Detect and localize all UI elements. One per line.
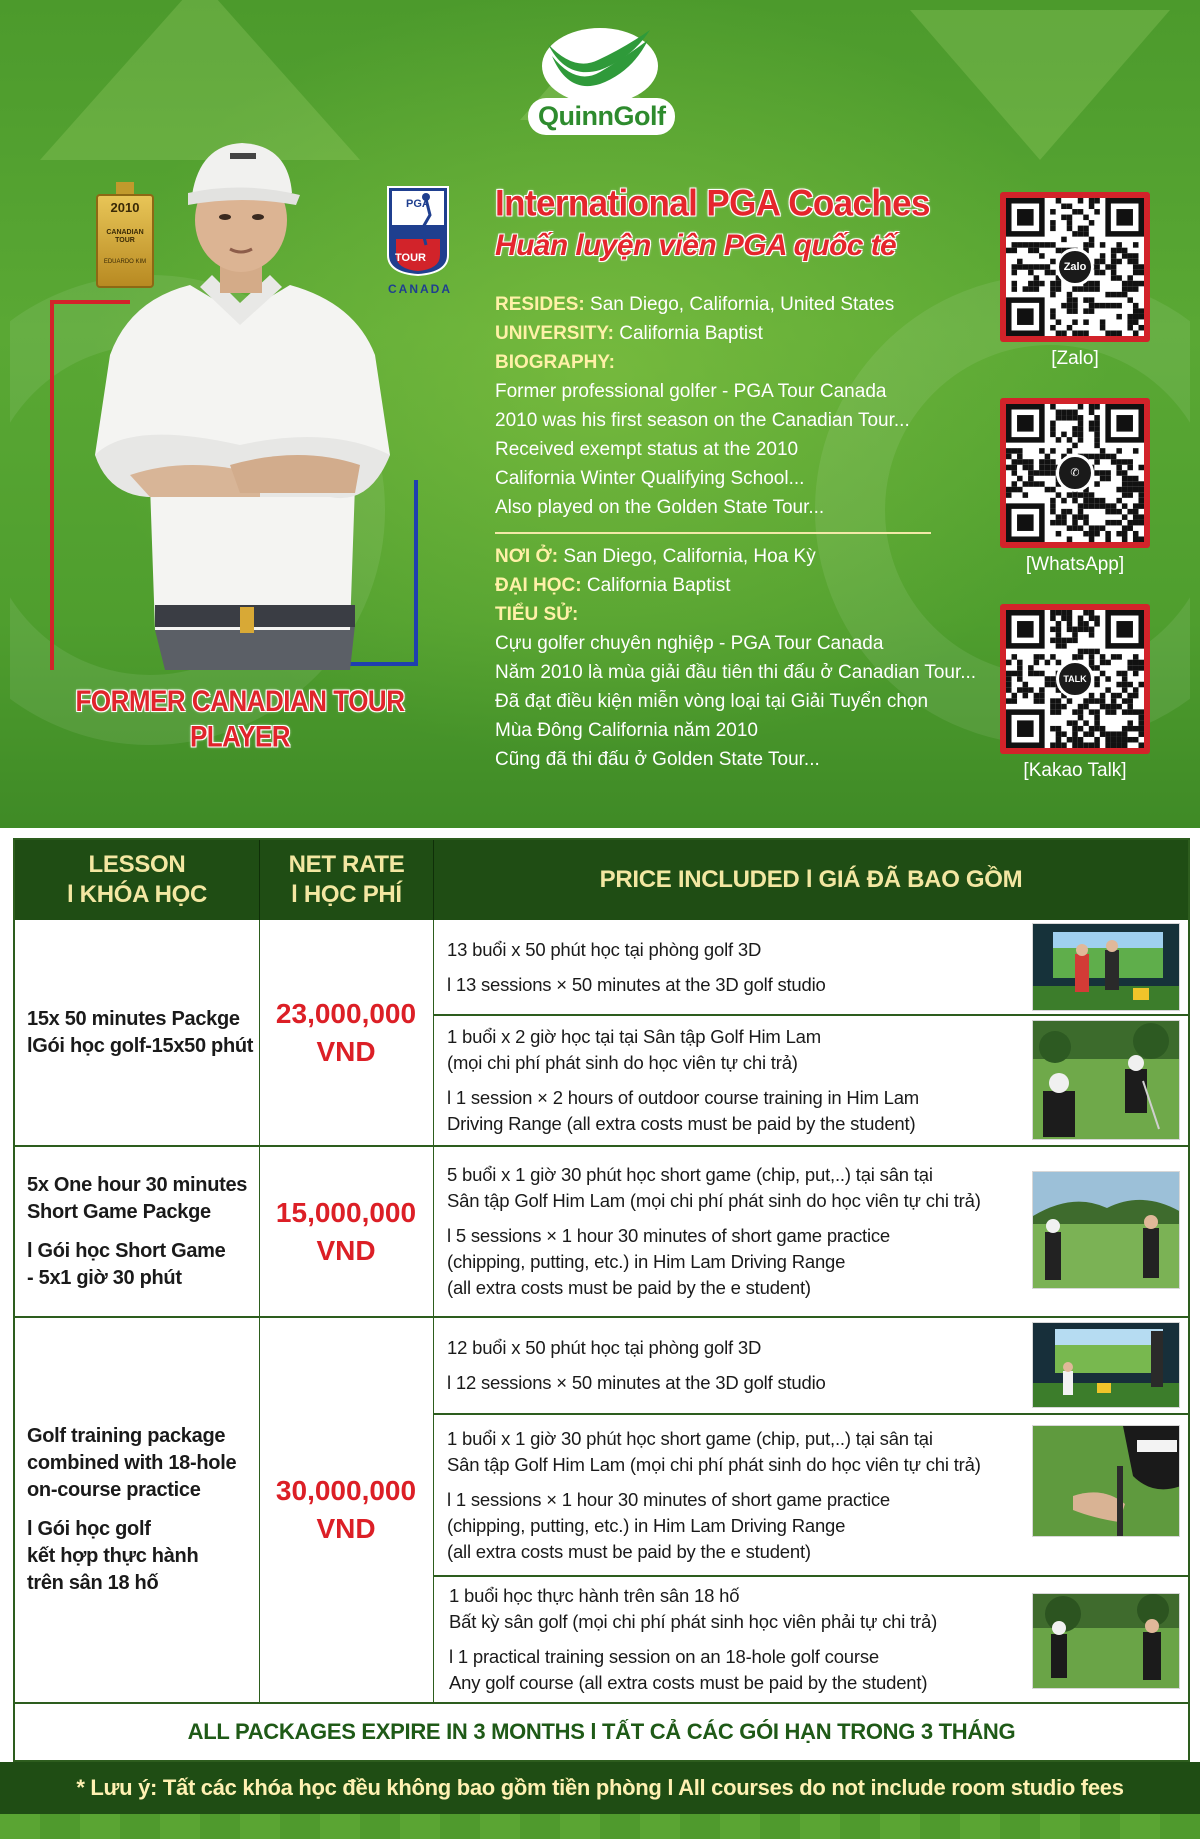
header-net-rate: NET RATE l HỌC PHÍ: [259, 840, 433, 920]
qr-label: [WhatsApp]: [1025, 554, 1125, 575]
coach-bio: [495, 290, 985, 774]
medal-tour: CANADIAN TOUR: [106, 229, 144, 244]
frame-line: [50, 300, 54, 670]
whatsapp-qr[interactable]: [1000, 398, 1150, 576]
pga-canada-text: CANADA: [388, 282, 452, 296]
title-vietnamese: Huấn luyện viên PGA quốc tế: [495, 229, 897, 262]
price-value: 15,000,000: [275, 1196, 417, 1228]
kakao-talk-icon: TALK: [1056, 660, 1094, 698]
indoor-kid-photo: [1032, 1322, 1180, 1408]
resides-value: San Diego, California, United States: [590, 294, 895, 315]
logo-mark-icon: [538, 22, 662, 106]
pga-tour-canada-logo: [386, 185, 450, 277]
zalo-icon: Zalo: [1056, 248, 1094, 286]
tour-text: TOUR: [395, 252, 426, 264]
whatsapp-icon: ✆: [1056, 454, 1094, 492]
grip-closeup-photo: [1032, 1425, 1180, 1537]
included-item: 13 buổi x 50 phút học tại phòng golf 3D l 13 sessions × 50 minutes at the 3D golf studio: [433, 920, 1188, 1014]
price-cell: [259, 1318, 433, 1702]
bio-line-vi: Cũng đã thi đấu ở Golden State Tour...: [495, 749, 820, 770]
price-table: [13, 838, 1190, 1762]
bio-line: 2010 was his first season on the Canadian Tour...: [495, 410, 910, 431]
lesson-cell: 5x One hour 30 minutes Short Game Packge l Gói học Short Game - 5x1 giờ 30 phút: [27, 1173, 248, 1289]
price-currency: VND: [316, 1513, 376, 1544]
bio-line: Also played on the Golden State Tour...: [495, 497, 825, 518]
price-currency: VND: [316, 1035, 376, 1067]
title-english: International PGA Coaches: [495, 183, 930, 224]
bio-line: California Winter Qualifying School...: [495, 468, 805, 489]
kakao-talk-qr[interactable]: [1000, 604, 1150, 782]
price-cell: [259, 1147, 433, 1316]
university-label-vi: ĐẠI HỌC:: [495, 575, 582, 596]
medal-year: 2010: [110, 200, 140, 215]
zalo-qr[interactable]: [1000, 192, 1150, 370]
included-item: 1 buổi học thực hành trên sân 18 hố Bất kỳ sân golf (mọi chi phí phát sinh học viên phải tự chi trả) l 1 practical training session on an 18-hole golf course Any golf course (all extra costs must be paid by the student): [433, 1577, 1188, 1702]
short-game-photo: [1032, 1171, 1180, 1289]
bio-divider: [495, 532, 931, 534]
bio-line-vi: Mùa Đông California năm 2010: [495, 720, 758, 741]
expire-note: ALL PACKAGES EXPIRE IN 3 MONTHS l TẤT CẢ CÁC GÓI HẠN TRONG 3 THÁNG: [187, 1719, 1016, 1744]
coach-photo: [70, 125, 410, 670]
bio-line-vi: Đã đạt điều kiện miễn vòng loại tại Giải Tuyển chọn: [495, 691, 929, 712]
footer-note: * Lưu ý: Tất các khóa học đều không bao gồm tiền phòng l All courses do not include room studio fees: [0, 1762, 1200, 1814]
lesson-cell: Golf training package combined with 18-hole on-course practice l Gói học golf kết hợp thực hành trên sân 18 hố: [27, 1425, 237, 1594]
university-value-vi: California Baptist: [586, 575, 731, 596]
header-price-included: PRICE INCLUDED l GIÁ ĐÃ BAO GỒM: [433, 840, 1188, 920]
resides-label: RESIDES:: [495, 294, 585, 315]
resides-value-vi: San Diego, California, Hoa Kỳ: [563, 546, 816, 567]
bio-line: Former professional golfer - PGA Tour Canada: [495, 381, 887, 402]
price-currency: VND: [316, 1234, 376, 1266]
decor-triangle: [910, 10, 1170, 160]
former-tour-caption: FORMER CANADIAN TOUR PLAYER: [75, 683, 405, 754]
frame-line: [414, 480, 418, 666]
included-item: 1 buổi x 2 giờ học tại tại Sân tập Golf Him Lam (mọi chi phí phát sinh do học viên tự chi trả) l 1 session × 2 hours of outdoor course training in Him Lam Driving Range (all extra costs must be paid by the student): [433, 1016, 1188, 1145]
price-value: 23,000,000: [275, 997, 417, 1029]
pga-text: PGA: [406, 198, 430, 210]
medal-name: EDUARDO KIM: [103, 259, 147, 265]
footer-strip: [0, 1814, 1200, 1839]
included-item: 1 buổi x 1 giờ 30 phút học short game (chip, put,..) tại sân tại Sân tập Golf Him Lam (mọi chi phí phát sinh do học viên tự chi trả) l 1 sessions × 1 hour 30 minutes of short game practice (chipping, putting, etc.) in Him Lam Driving Range (all extra costs must be paid by the e student): [433, 1415, 1188, 1575]
quinngolf-logo: [528, 22, 672, 152]
coach-titles: [495, 183, 975, 263]
bio-line: Received exempt status at the 2010: [495, 439, 799, 460]
hero-banner: [0, 0, 1200, 828]
bio-line-vi: Năm 2010 là mùa giải đầu tiên thi đấu ở Canadian Tour...: [495, 662, 977, 683]
included-item: 12 buổi x 50 phút học tại phòng golf 3D l 12 sessions × 50 minutes at the 3D golf studio: [433, 1318, 1188, 1413]
university-label: UNIVERSITY:: [495, 323, 614, 344]
price-value: 30,000,000: [275, 1475, 417, 1506]
indoor-simulator-photo: [1032, 923, 1180, 1011]
resides-label-vi: NƠI Ở:: [495, 546, 559, 567]
included-item: 5 buổi x 1 giờ 30 phút học short game (chip, put,..) tại sân tại Sân tập Golf Him Lam (mọi chi phí phát sinh do học viên tự chi trả) l 5 sessions × 1 hour 30 minutes of short game practice (chipping, putting, etc.) in Him Lam Driving Range (all extra costs must be paid by the e student): [433, 1147, 1188, 1316]
table-header: [15, 840, 1188, 920]
course-practice-photo: [1032, 1593, 1180, 1689]
biography-label: BIOGRAPHY:: [495, 352, 615, 373]
lesson-cell: 15x 50 minutes Packge lGói học golf-15x50 phút: [27, 1007, 254, 1057]
price-cell: [259, 920, 433, 1145]
driving-range-photo: [1032, 1020, 1180, 1140]
bio-line-vi: Cựu golfer chuyên nghiệp - PGA Tour Canada: [495, 633, 884, 654]
qr-label: [Kakao Talk]: [1023, 760, 1127, 781]
qr-label: [Zalo]: [1051, 348, 1099, 369]
biography-label-vi: TIỂU SỬ:: [495, 604, 579, 625]
logo-wordmark: QuinnGolf: [528, 98, 675, 135]
university-value: California Baptist: [619, 323, 763, 344]
header-lesson: LESSON l KHÓA HỌC: [66, 851, 208, 908]
